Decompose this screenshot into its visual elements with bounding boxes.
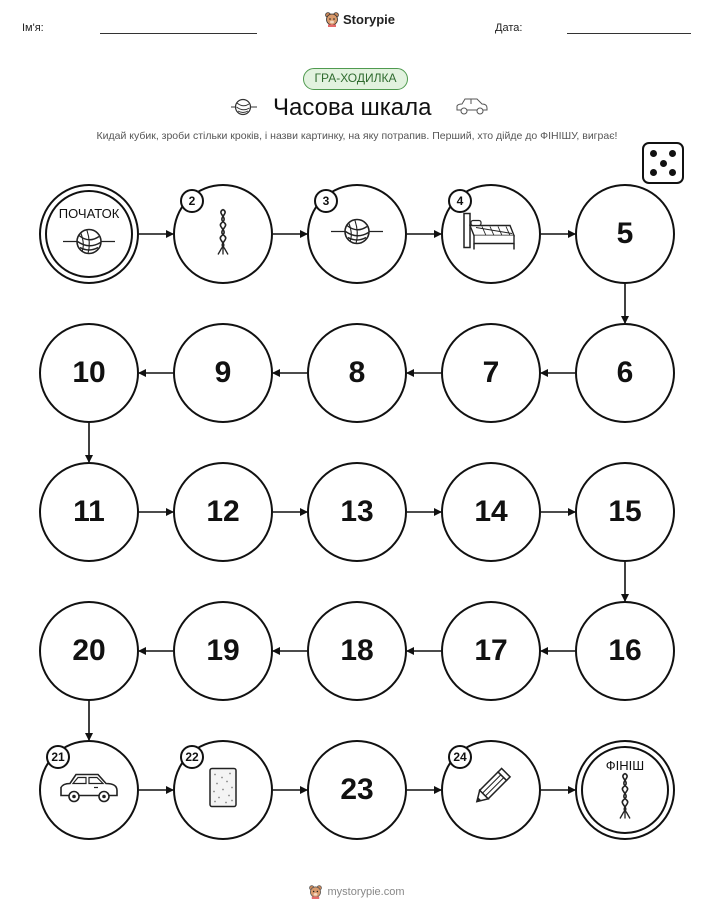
footer <box>0 885 714 899</box>
pencil-icon <box>468 765 514 816</box>
finish-cell <box>575 740 675 840</box>
board-cell <box>441 601 541 701</box>
finish-label: ФІНІШ <box>605 758 645 773</box>
cell-number-badge: 21 <box>46 745 70 769</box>
board-cell-picture <box>307 184 407 284</box>
cell-number: 17 <box>474 634 508 667</box>
bed-icon <box>462 212 520 257</box>
board-cell <box>575 462 675 562</box>
cell-number: 6 <box>616 356 634 389</box>
board-cell-picture <box>441 184 541 284</box>
cell-number: 8 <box>348 356 366 389</box>
board-cell <box>307 740 407 840</box>
instructions: Кидай кубик, зроби стільки кроків, і назви картинку, на яку потрапив. Перший, хто дійде до ФІНІШУ, виграє! <box>96 130 618 142</box>
board-cell <box>575 601 675 701</box>
board-cell <box>307 601 407 701</box>
date-label: Дата: <box>495 22 523 34</box>
brand-name: Storypie <box>343 12 396 27</box>
board-cell <box>307 323 407 423</box>
cell-number: 14 <box>474 495 508 528</box>
cell-number-badge: 3 <box>314 189 338 213</box>
board-cell <box>575 323 675 423</box>
board-cell-picture <box>173 184 273 284</box>
cell-number: 16 <box>608 634 642 667</box>
yarn-ball-icon <box>327 215 387 254</box>
cell-number: 18 <box>340 634 374 667</box>
cell-number: 23 <box>340 773 374 806</box>
board-cell-picture <box>173 740 273 840</box>
cell-number: 15 <box>608 495 642 528</box>
board-cell <box>173 462 273 562</box>
cell-number-badge: 4 <box>448 189 472 213</box>
board-cell <box>441 462 541 562</box>
yarn-ball-icon <box>59 224 119 263</box>
cell-number-badge: 24 <box>448 745 472 769</box>
sponge-icon <box>208 767 238 814</box>
start-cell <box>39 184 139 284</box>
cell-number: 9 <box>214 356 232 389</box>
braid-icon <box>614 771 636 824</box>
board-cell <box>39 601 139 701</box>
page-title: Часова шкала <box>273 94 432 121</box>
cell-number: 10 <box>72 356 106 389</box>
name-label: Ім'я: <box>22 22 44 34</box>
bear-icon <box>309 885 322 899</box>
cell-number: 5 <box>616 217 634 250</box>
footer-url: mystorypie.com <box>327 886 405 898</box>
braid-icon <box>212 208 234 261</box>
cell-number: 13 <box>340 495 374 528</box>
board-cell <box>441 323 541 423</box>
cell-number-badge: 22 <box>180 745 204 769</box>
cell-number-badge: 2 <box>180 189 204 213</box>
board-cell <box>39 323 139 423</box>
board-cell <box>173 601 273 701</box>
game-type-badge: ГРА-ХОДИЛКА <box>303 68 408 90</box>
board-cell <box>307 462 407 562</box>
board-cell <box>173 323 273 423</box>
cell-number: 11 <box>73 495 105 528</box>
board-cell-picture <box>39 740 139 840</box>
board-cell <box>575 184 675 284</box>
start-label: ПОЧАТОК <box>58 206 120 221</box>
board-cell-picture <box>441 740 541 840</box>
cell-number: 19 <box>206 634 240 667</box>
cell-number: 12 <box>206 495 240 528</box>
car-icon <box>58 770 120 811</box>
board-cell <box>39 462 139 562</box>
cell-number: 20 <box>72 634 106 667</box>
cell-number: 7 <box>482 356 500 389</box>
